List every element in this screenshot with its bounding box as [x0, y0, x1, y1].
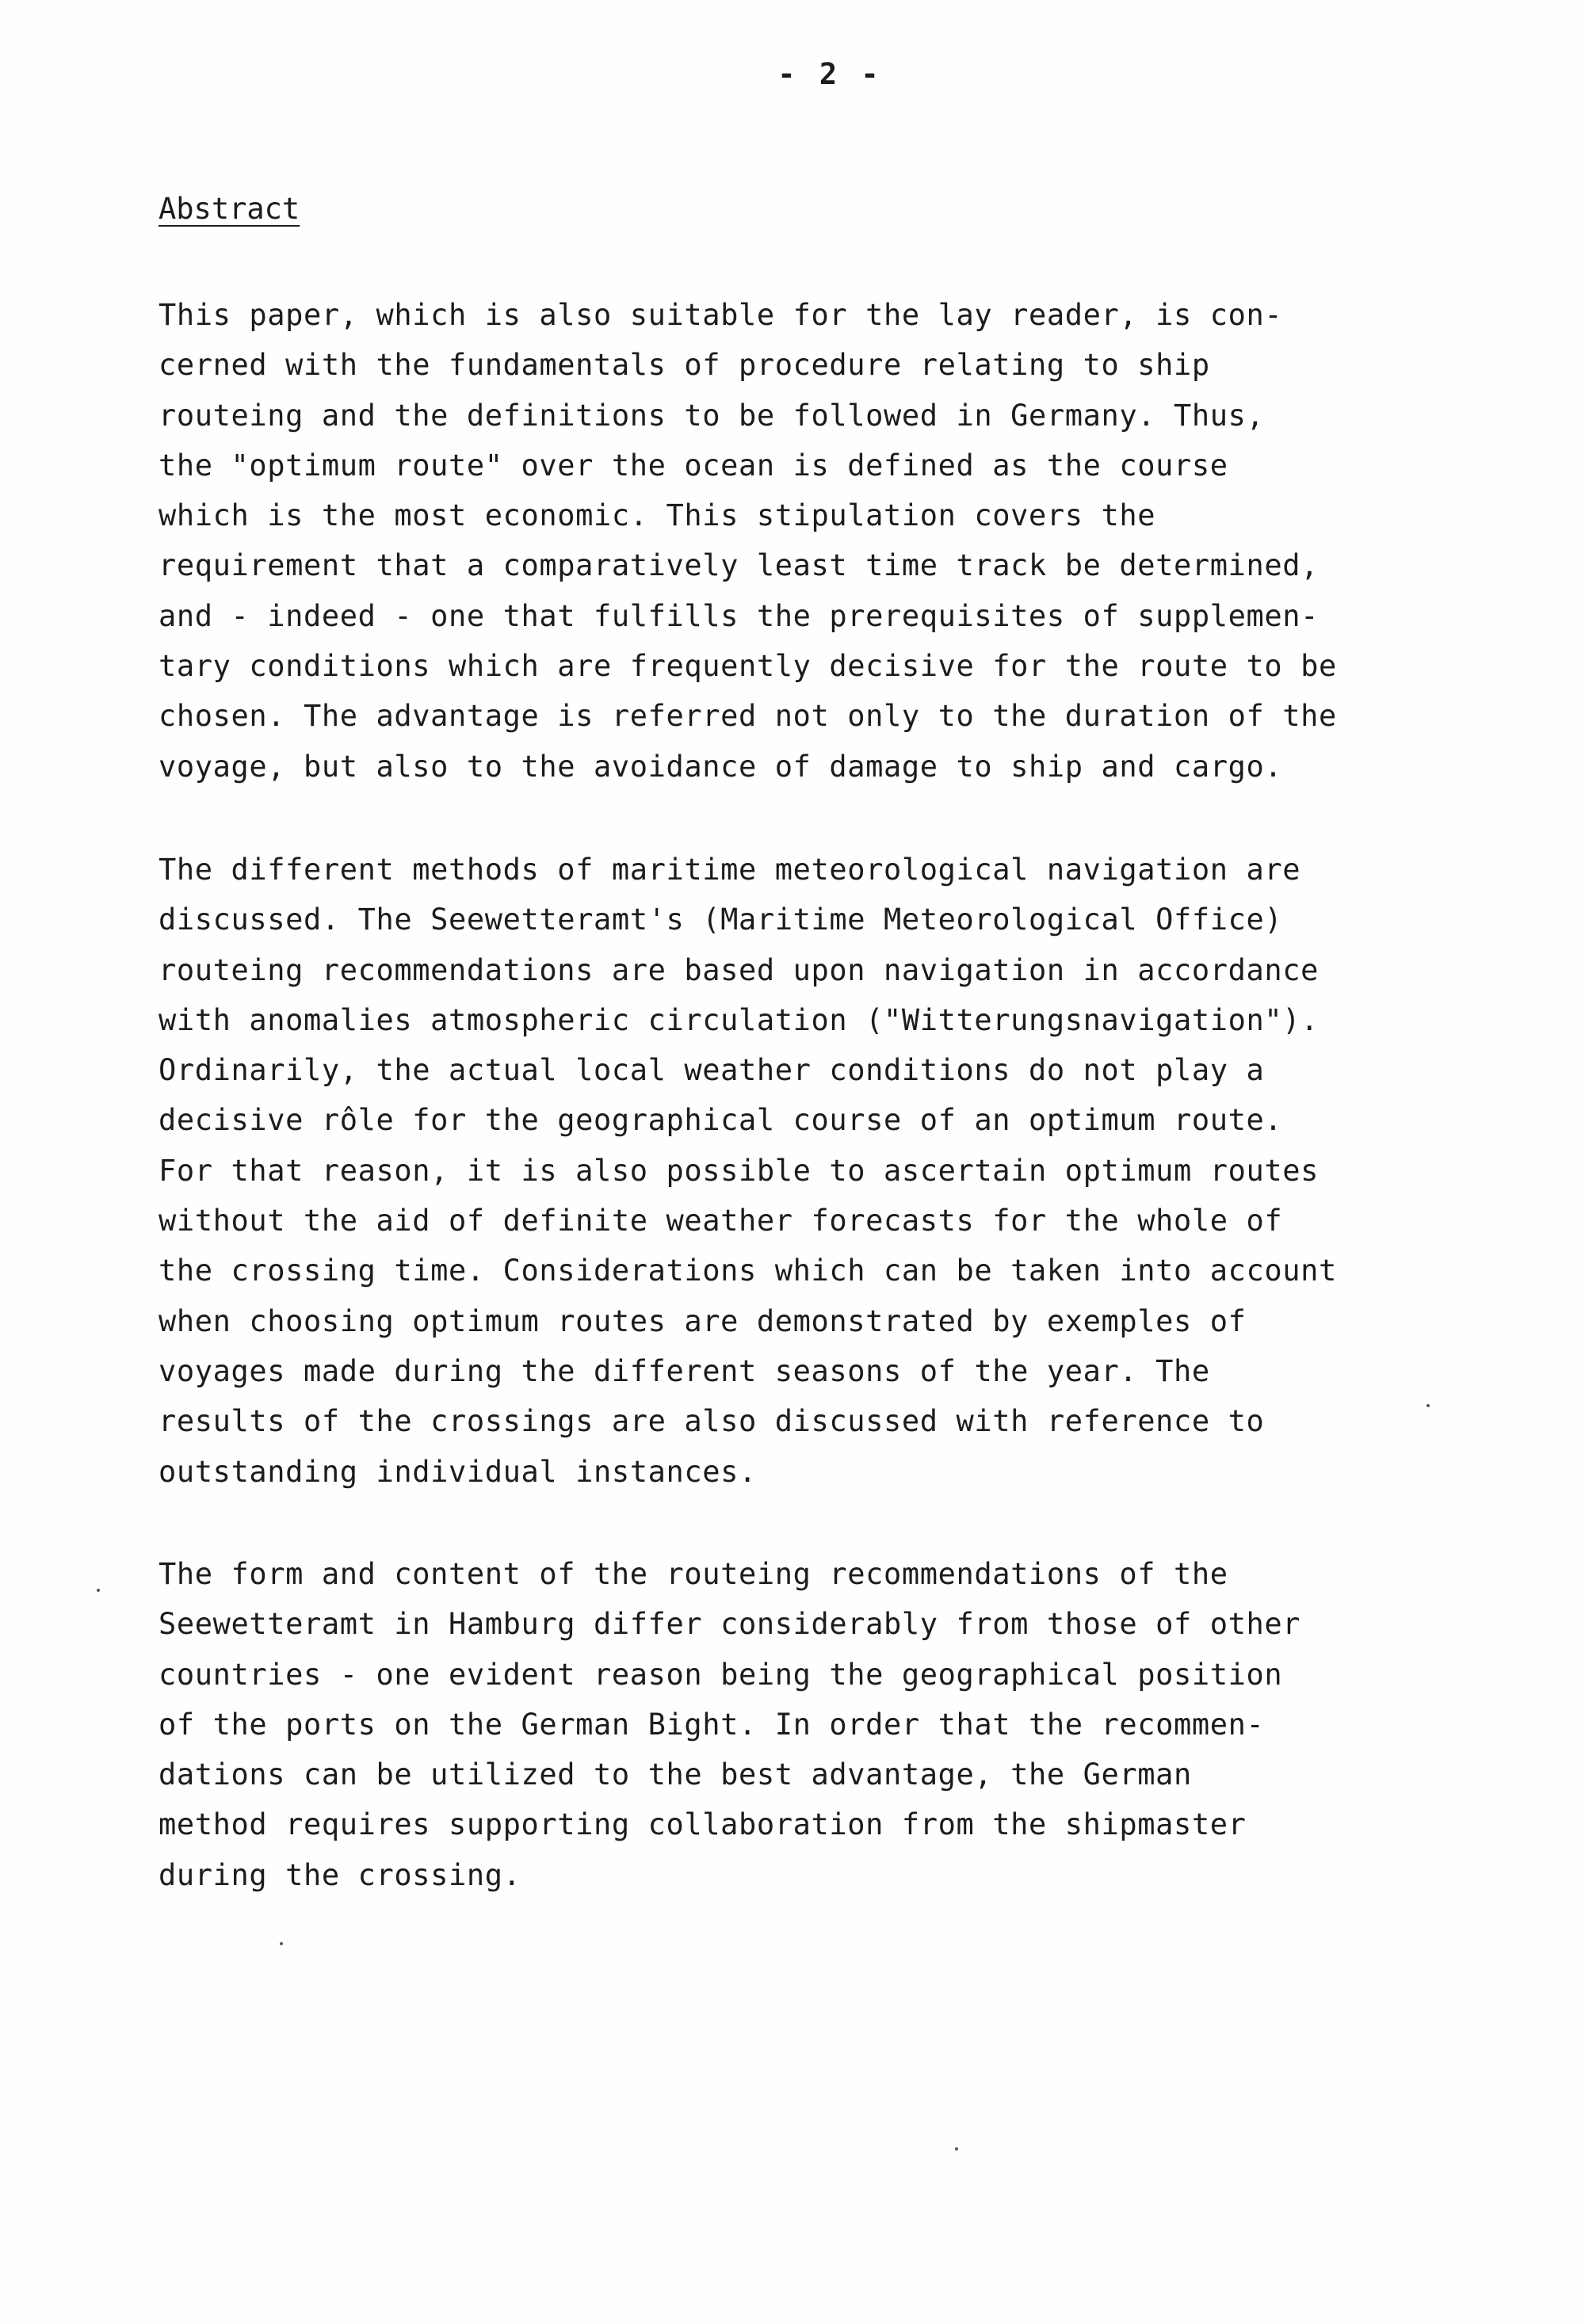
text-line: the "optimum route" over the ocean is defined as the course: [158, 448, 1228, 483]
scan-speck: [1426, 1404, 1430, 1407]
text-line: the crossing time. Considerations which can be taken into account: [158, 1254, 1337, 1288]
text-line: discussed. The Seewetteramt's (Maritime Meteorological Office): [158, 903, 1283, 937]
text-line: This paper, which is also suitable for the lay reader, is con-: [158, 298, 1283, 332]
scan-speck: [955, 2147, 958, 2150]
text-line: when choosing optimum routes are demonstrated by exemples of: [158, 1303, 1247, 1338]
page-number: - 2 -: [777, 57, 882, 91]
text-line: voyages made during the different seasons of the year. The: [158, 1353, 1210, 1388]
text-line: cerned with the fundamentals of procedure relating to ship: [158, 348, 1210, 383]
text-line: during the crossing.: [158, 1857, 521, 1892]
text-line: without the aid of definite weather forecasts for the whole of: [158, 1204, 1283, 1238]
text-line: Seewetteramt in Hamburg differ considerably from those of other: [158, 1607, 1301, 1642]
text-line: routeing recommendations are based upon navigation in accordance: [158, 952, 1320, 987]
abstract-paragraph-3: [158, 1549, 1553, 1900]
text-line: tary conditions which are frequently decisive for the route to be: [158, 649, 1337, 684]
text-line: voyage, but also to the avoidance of damage to ship and cargo.: [158, 749, 1283, 784]
abstract-heading: Abstract: [158, 192, 300, 226]
text-line: outstanding individual instances.: [158, 1454, 757, 1489]
text-line: and - indeed - one that fulfills the prerequisites of supplemen-: [158, 598, 1320, 633]
text-line: method requires supporting collaboration from the shipmaster: [158, 1807, 1247, 1842]
scan-speck: [280, 1942, 283, 1945]
text-line: requirement that a comparatively least time track be determined,: [158, 548, 1320, 583]
abstract-paragraph-2: [158, 845, 1553, 1497]
abstract-paragraph-1: [158, 290, 1553, 792]
text-line: Ordinarily, the actual local weather conditions do not play a: [158, 1053, 1265, 1088]
text-line: with anomalies atmospheric circulation ("Witterungsnavigation").: [158, 1002, 1320, 1037]
text-line: of the ports on the German Bight. In order that the recommen-: [158, 1707, 1265, 1742]
text-line: routeing and the definitions to be followed in Germany. Thus,: [158, 398, 1265, 433]
text-line: The form and content of the routeing recommendations of the: [158, 1557, 1228, 1591]
text-line: countries - one evident reason being the geographical position: [158, 1657, 1283, 1692]
text-line: results of the crossings are also discussed with reference to: [158, 1404, 1265, 1439]
text-line: For that reason, it is also possible to ascertain optimum routes: [158, 1153, 1320, 1188]
text-line: decisive rôle for the geographical course of an optimum route.: [158, 1103, 1283, 1138]
scan-speck: [97, 1589, 100, 1592]
text-line: dations can be utilized to the best advantage, the German: [158, 1757, 1192, 1792]
text-line: which is the most economic. This stipulation covers the: [158, 498, 1156, 533]
text-line: The different methods of maritime meteorological navigation are: [158, 853, 1301, 887]
text-line: chosen. The advantage is referred not only to the duration of the: [158, 699, 1337, 734]
